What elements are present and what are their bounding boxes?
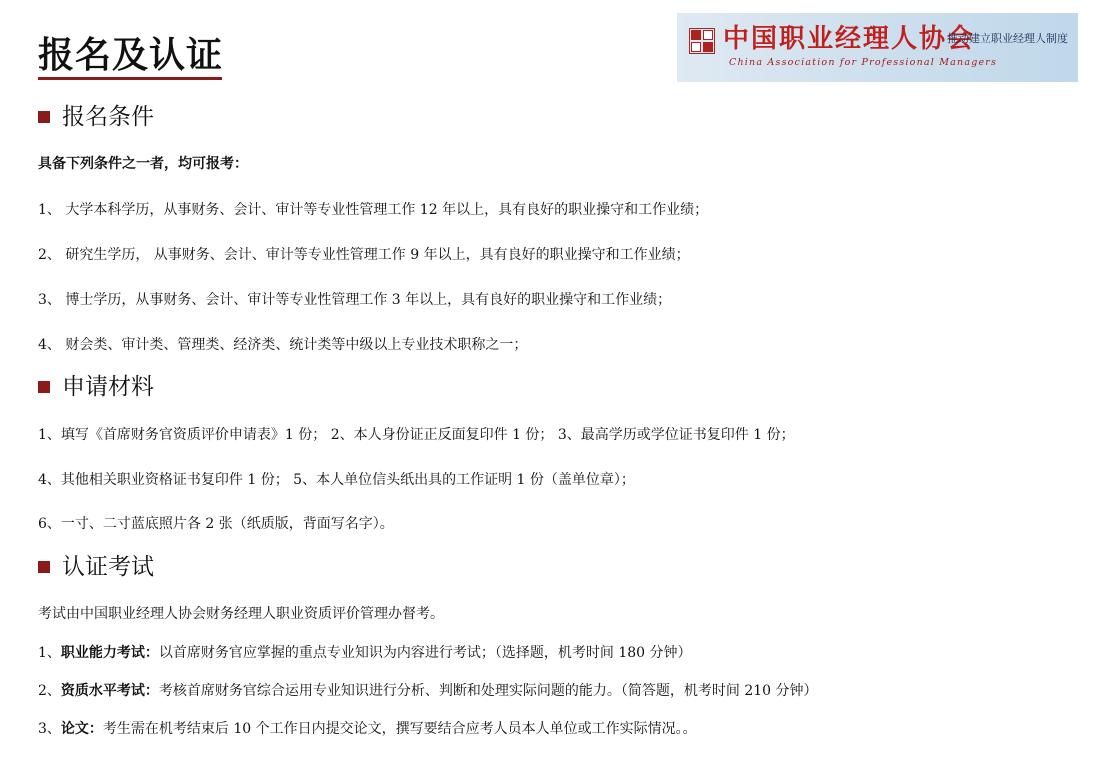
section-heading-text: 报名条件 (62, 104, 154, 130)
section-heading-materials (38, 373, 154, 401)
exam-item-desc: 考生需在机考结束后 10 个工作日内提交论文，撰写要结合应考人员本人单位或工作实际情况。。 (102, 721, 697, 737)
section-heading-text: 申请材料 (62, 374, 154, 400)
registration-item: 4、 财会类、审计类、管理类、经济类、统计类等中级以上专业技术职称之一； (38, 337, 528, 353)
exam-item-term: 资质水平考试： (60, 683, 159, 699)
exam-item (38, 719, 697, 739)
materials-item: 1、填写《首席财务官资质评价申请表》1 份； 2、本人身份证正反面复印件 1 份； 3、最高学历或学位证书复印件 1 份； (38, 427, 795, 443)
banner-slogan: 推动建立职业经理人制度 (947, 32, 1068, 45)
exam-item (38, 643, 692, 663)
registration-item: 2、 研究生学历， 从事财务、会计、审计等专业性管理工作 9 年以上，具有良好的职业操守和工作业绩； (38, 247, 690, 263)
registration-item: 3、 博士学历，从事财务、会计、审计等专业性管理工作 3 年以上，具有良好的职业操守和工作业绩； (38, 292, 672, 308)
title-underline (38, 77, 222, 80)
registration-lead: 具备下列条件之一者，均可报考： (38, 156, 248, 172)
exam-item-number: 1、 (38, 645, 61, 661)
square-bullet-icon (38, 381, 50, 393)
section-heading-text: 认证考试 (62, 554, 154, 580)
square-bullet-icon (38, 561, 50, 573)
exam-item-desc: 考核首席财务官综合运用专业知识进行分析、判断和处理实际问题的能力。（简答题，机考时间 210 分钟） (158, 683, 818, 699)
exam-item-term: 职业能力考试： (60, 645, 159, 661)
exam-item-number: 2、 (38, 683, 61, 699)
exam-item-term: 论文： (60, 721, 103, 737)
exam-item (38, 681, 818, 701)
exam-item-number: 3、 (38, 721, 61, 737)
exam-intro: 考试由中国职业经理人协会财务经理人职业资质评价管理办督考。 (38, 606, 444, 622)
association-logo-icon (689, 28, 715, 54)
section-heading-registration (38, 103, 154, 131)
banner-name-en: China Association for Professional Managers (729, 57, 998, 68)
banner-name-cn: 中国职业经理人协会 (723, 24, 976, 54)
section-heading-exam (38, 553, 154, 581)
registration-item: 1、 大学本科学历，从事财务、会计、审计等专业性管理工作 12 年以上，具有良好的职业操守和工作业绩； (38, 202, 709, 218)
page-title: 报名及认证 (38, 35, 224, 76)
materials-item: 6、一寸、二寸蓝底照片各 2 张（纸质版，背面写名字）。 (38, 516, 394, 532)
exam-item-desc: 以首席财务官应掌握的重点专业知识为内容进行考试；（选择题，机考时间 180 分钟） (158, 645, 692, 661)
association-banner (677, 13, 1078, 82)
square-bullet-icon (38, 111, 50, 123)
materials-item: 4、其他相关职业资格证书复印件 1 份； 5、本人单位信头纸出具的工作证明 1 份（盖单位章）； (38, 472, 635, 488)
